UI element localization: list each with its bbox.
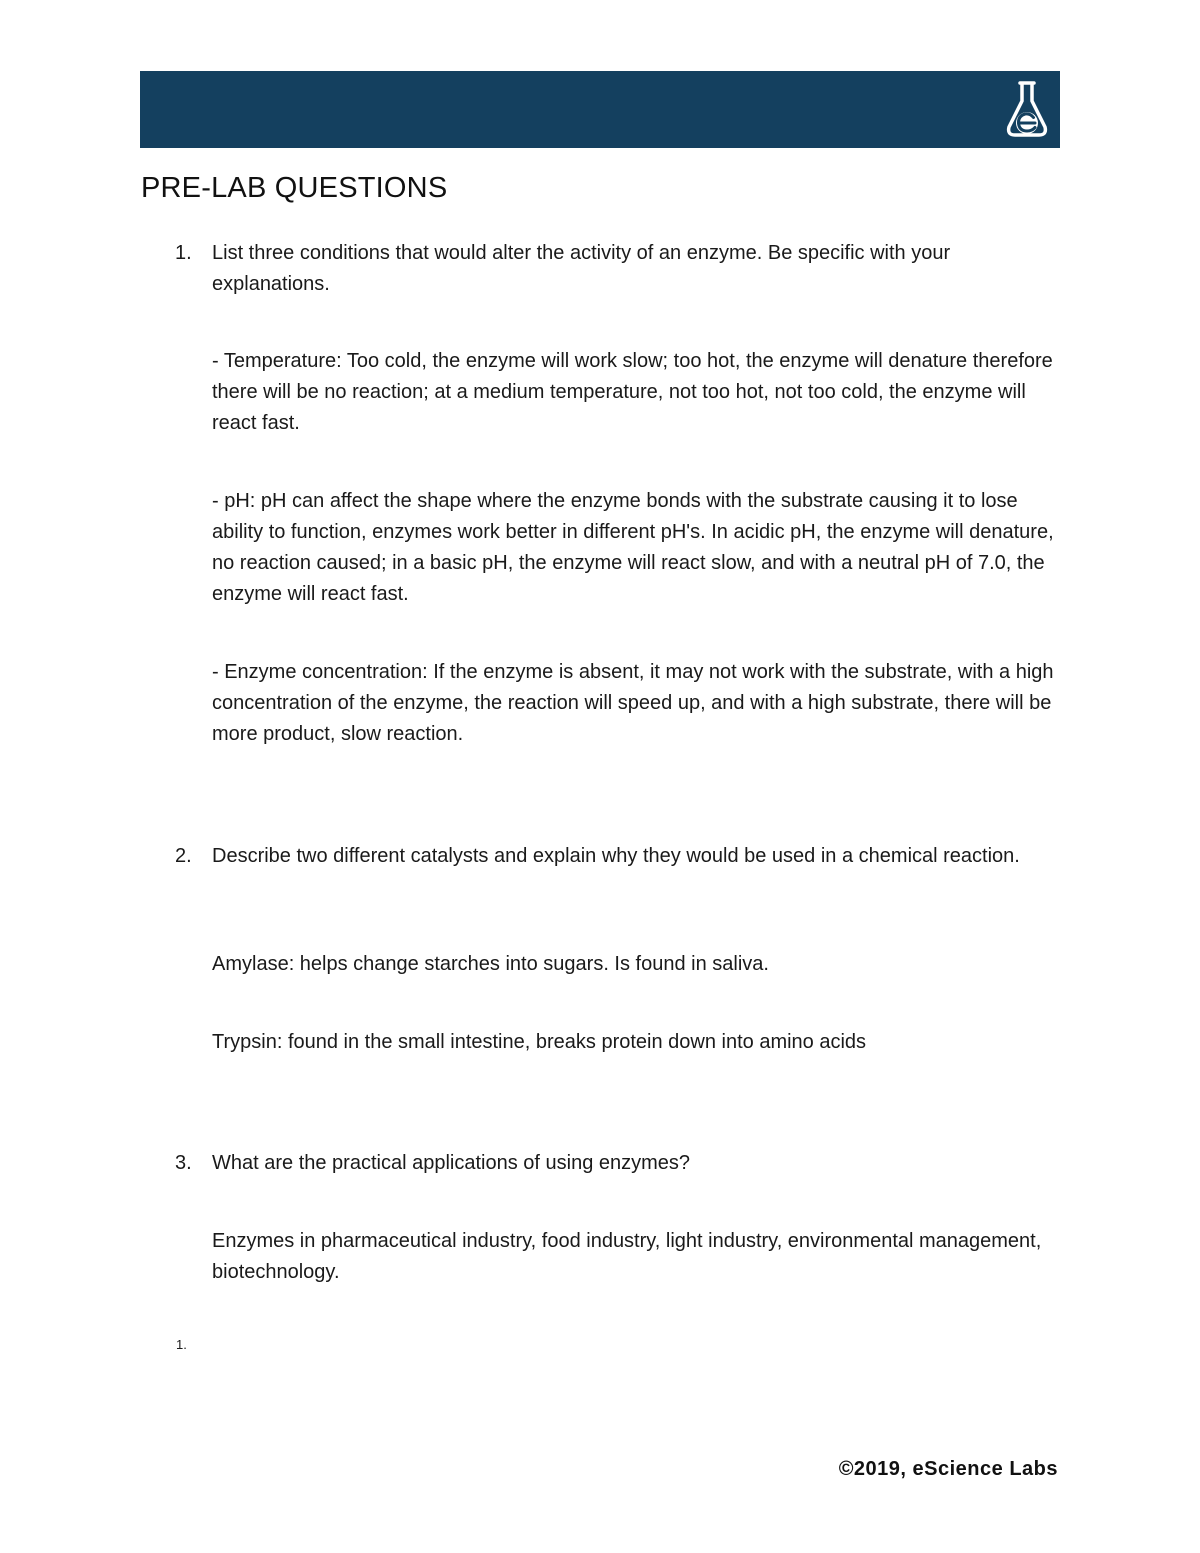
copyright-footer: ©2019, eScience Labs bbox=[838, 1458, 1058, 1480]
flask-e-logo-icon bbox=[1004, 79, 1050, 139]
question-prompt: What are the practical applications of using enzymes? bbox=[212, 1152, 691, 1174]
question-prompt: Describe two different catalysts and explain why they would be used in a chemical reaction. bbox=[212, 845, 1020, 867]
answer-paragraph: - Enzyme concentration: If the enzyme is absent, it may not work with the substrate, with a high concentration of the enzyme, the reaction will speed up, and with a high substrate, there will be more product, slow reaction. bbox=[212, 661, 1054, 745]
trailing-list-number: 1. bbox=[176, 1337, 187, 1352]
question-number: 2. bbox=[175, 845, 192, 867]
page-title: PRE-LAB QUESTIONS bbox=[141, 172, 448, 204]
answer-paragraph: - pH: pH can affect the shape where the enzyme bonds with the substrate causing it to lose ability to function, enzymes work better in different pH's. In acidic pH, the enzyme will denature, no reaction caused; in a basic pH, the enzyme will react slow, and with a neutral pH of 7.0, the enzyme will react fast. bbox=[212, 490, 1054, 605]
question-number: 1. bbox=[175, 242, 192, 264]
answer-paragraph: Trypsin: found in the small intestine, breaks protein down into amino acids bbox=[212, 1031, 867, 1053]
question-prompt: List three conditions that would alter the activity of an enzyme. Be specific with your explanations. bbox=[212, 242, 951, 295]
header-bar bbox=[140, 71, 1060, 148]
answer-paragraph: Enzymes in pharmaceutical industry, food industry, light industry, environmental management, biotechnology. bbox=[212, 1230, 1042, 1283]
answer-paragraph: Amylase: helps change starches into sugars. Is found in saliva. bbox=[212, 953, 769, 975]
answer-paragraph: - Temperature: Too cold, the enzyme will work slow; too hot, the enzyme will denature therefore there will be no reaction; at a medium temperature, not too hot, not too cold, the enzyme will react fast. bbox=[212, 350, 1053, 434]
question-number: 3. bbox=[175, 1152, 192, 1174]
